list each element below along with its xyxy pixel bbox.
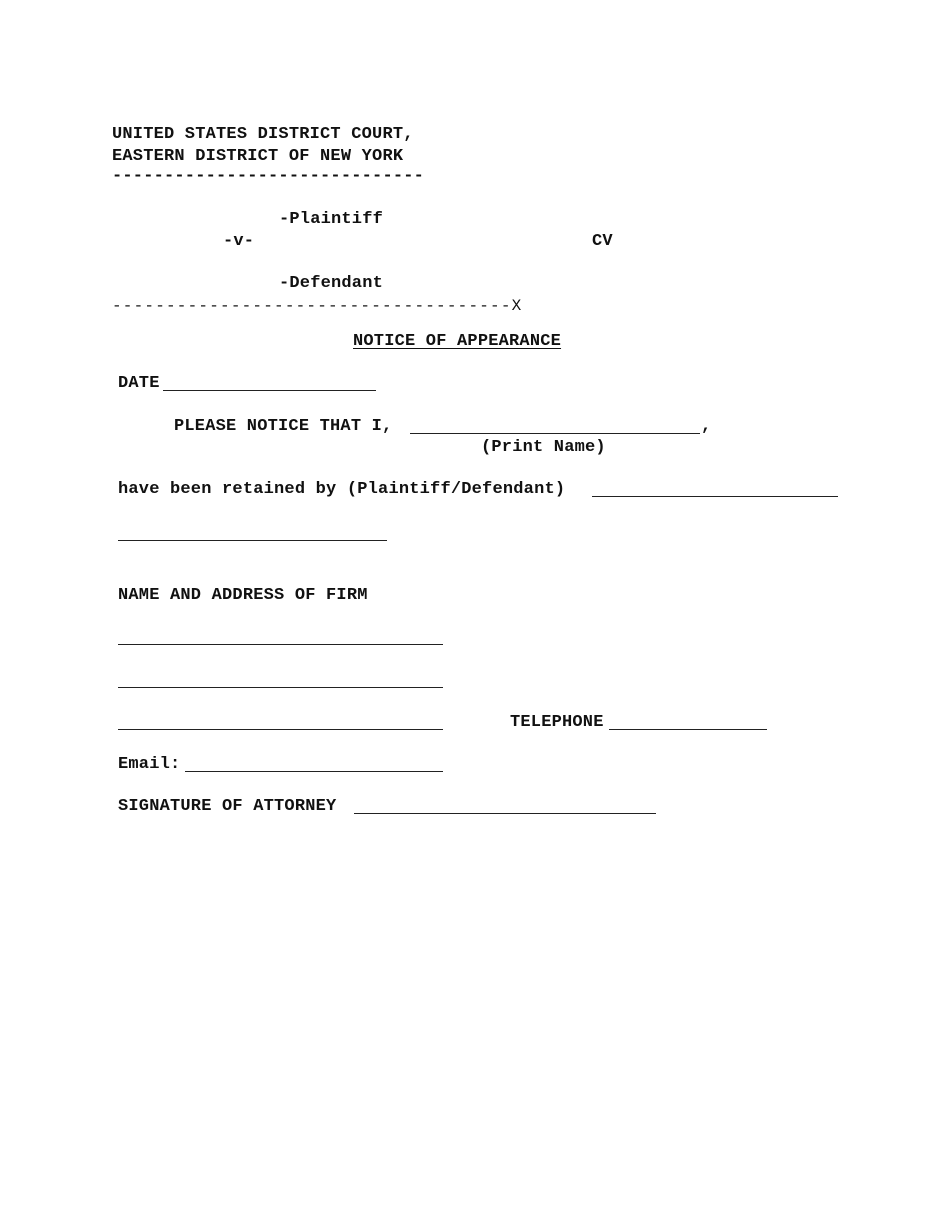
email-label: Email: [118,755,181,774]
firm-label: NAME AND ADDRESS OF FIRM [118,586,368,605]
firm-address-line2-field[interactable] [118,687,443,688]
firm-address-line3-field[interactable] [118,729,443,730]
retained-by-field[interactable] [592,496,838,497]
telephone-field[interactable] [609,729,767,730]
document-title: NOTICE OF APPEARANCE [353,332,562,351]
print-name-field[interactable] [410,433,700,434]
firm-address-line1-field[interactable] [118,644,443,645]
print-name-caption: (Print Name) [481,438,606,457]
court-name-line1: UNITED STATES DISTRICT COURT, [112,125,414,144]
cv-label: CV [592,232,613,251]
retained-by-field-continued[interactable] [118,540,387,541]
email-field[interactable] [185,771,443,772]
defendant-label: -Defendant [279,274,384,293]
court-header-rule: ------------------------------ [112,167,425,186]
versus-label: -v- [223,232,255,251]
signature-field[interactable] [354,813,656,814]
retained-label: have been retained by (Plaintiff/Defendant) [118,480,566,499]
caption-divider: -------------------------------------X [112,297,523,315]
notice-comma: , [701,417,712,436]
telephone-label: TELEPHONE [510,713,604,732]
signature-label: SIGNATURE OF ATTORNEY [118,797,337,816]
plaintiff-label: -Plaintiff [279,210,384,229]
court-name-line2: EASTERN DISTRICT OF NEW YORK [112,147,404,166]
date-label: DATE [118,374,160,393]
notice-label: PLEASE NOTICE THAT I, [174,417,393,436]
date-field[interactable] [163,390,376,391]
